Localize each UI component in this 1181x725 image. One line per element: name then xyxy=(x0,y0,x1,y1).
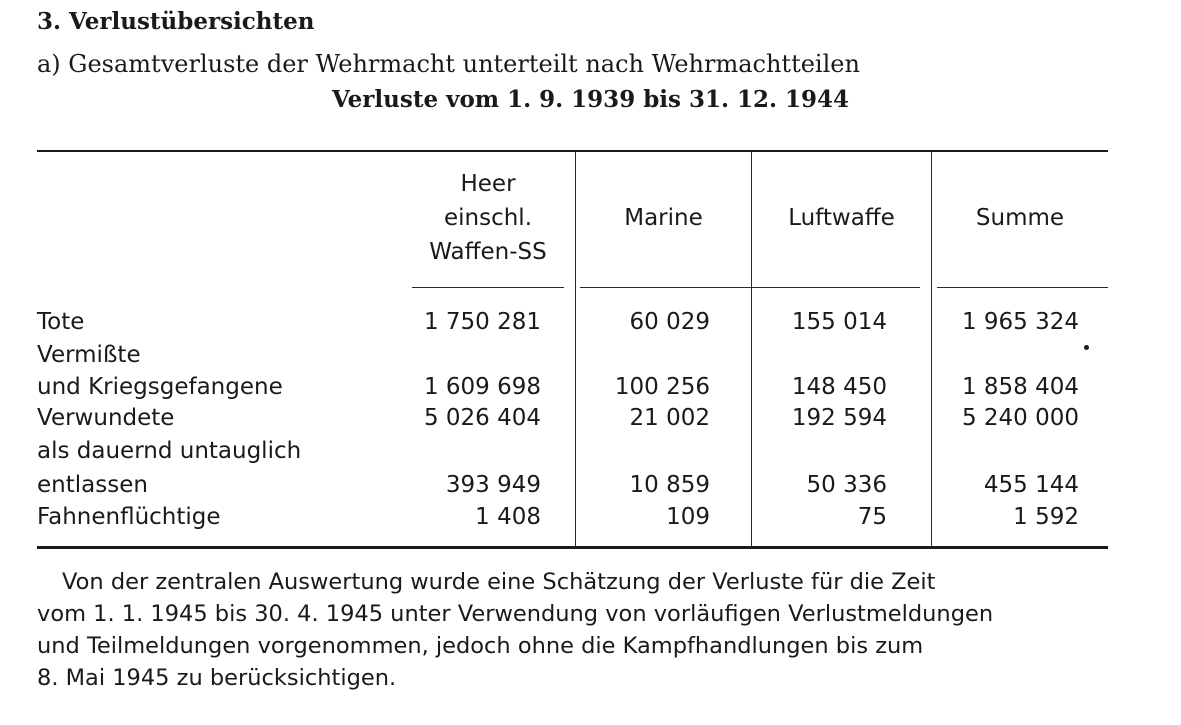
table-cell: 1 750 281 xyxy=(423,309,541,335)
table-cell: 109 xyxy=(666,504,710,530)
table-cell: 1 858 404 xyxy=(961,374,1079,400)
column-header-line: Waffen-SS xyxy=(429,239,547,265)
header-underline xyxy=(937,287,1108,288)
table-cell: 455 144 xyxy=(983,472,1079,498)
table-cell: 10 859 xyxy=(629,472,710,498)
ink-speck xyxy=(1084,345,1089,350)
section-heading: 3. Verlustübersichten xyxy=(37,8,315,35)
period-title: Verluste vom 1. 9. 1939 bis 31. 12. 1944 xyxy=(331,86,850,113)
footnote-line: Von der zentralen Auswertung wurde eine Schätzung der Verluste für die Zeit xyxy=(62,569,936,595)
footnote-line: und Teilmeldungen vorgenommen, jedoch ohne die Kampfhandlungen bis zum xyxy=(37,633,924,659)
table-cell: 1 408 xyxy=(475,504,541,530)
row-label: Tote xyxy=(37,309,85,335)
table-cell: 192 594 xyxy=(791,405,887,431)
row-label: Verwundete xyxy=(37,405,175,431)
table-cell: 155 014 xyxy=(791,309,887,335)
table-cell: 100 256 xyxy=(614,374,710,400)
row-label: Fahnenflüchtige xyxy=(37,504,221,530)
column-header-heer xyxy=(412,150,564,286)
table-cell: 60 029 xyxy=(629,309,710,335)
table-cell: 5 026 404 xyxy=(423,405,541,431)
table-cell: 75 xyxy=(857,504,887,530)
footnote-line: vom 1. 1. 1945 bis 30. 4. 1945 unter Verwendung von vorläufigen Verlustmeldungen xyxy=(37,601,994,627)
row-label: Vermißte xyxy=(37,342,141,368)
row-label: als dauernd untauglich xyxy=(37,438,302,464)
table-cell: 1 592 xyxy=(1013,504,1079,530)
table-cell: 21 002 xyxy=(629,405,710,431)
row-label: entlassen xyxy=(37,472,148,498)
footnote-line: 8. Mai 1945 zu berücksichtigen. xyxy=(37,665,397,691)
column-header-line: Luftwaffe xyxy=(788,205,895,231)
column-header-luftwaffe xyxy=(752,150,931,286)
header-underline xyxy=(580,287,920,288)
table-subheading: a) Gesamtverluste der Wehrmacht unterteilt nach Wehrmachtteilen xyxy=(37,50,860,78)
column-header-line: Heer xyxy=(460,171,516,197)
column-header-line: Marine xyxy=(624,205,703,231)
table-bottom-rule xyxy=(37,546,1108,549)
column-header-summe xyxy=(932,150,1108,286)
table-cell: 1 965 324 xyxy=(961,309,1079,335)
table-cell: 50 336 xyxy=(806,472,887,498)
table-cell: 1 609 698 xyxy=(423,374,541,400)
column-header-line: einschl. xyxy=(443,205,533,231)
column-header-line: Summe xyxy=(975,205,1065,231)
column-header-marine xyxy=(576,150,751,286)
table-cell: 148 450 xyxy=(791,374,887,400)
header-underline xyxy=(412,287,564,288)
row-label: und Kriegsgefangene xyxy=(37,374,283,400)
table-cell: 5 240 000 xyxy=(961,405,1079,431)
footnote-paragraph xyxy=(37,566,1117,694)
table-cell: 393 949 xyxy=(445,472,541,498)
